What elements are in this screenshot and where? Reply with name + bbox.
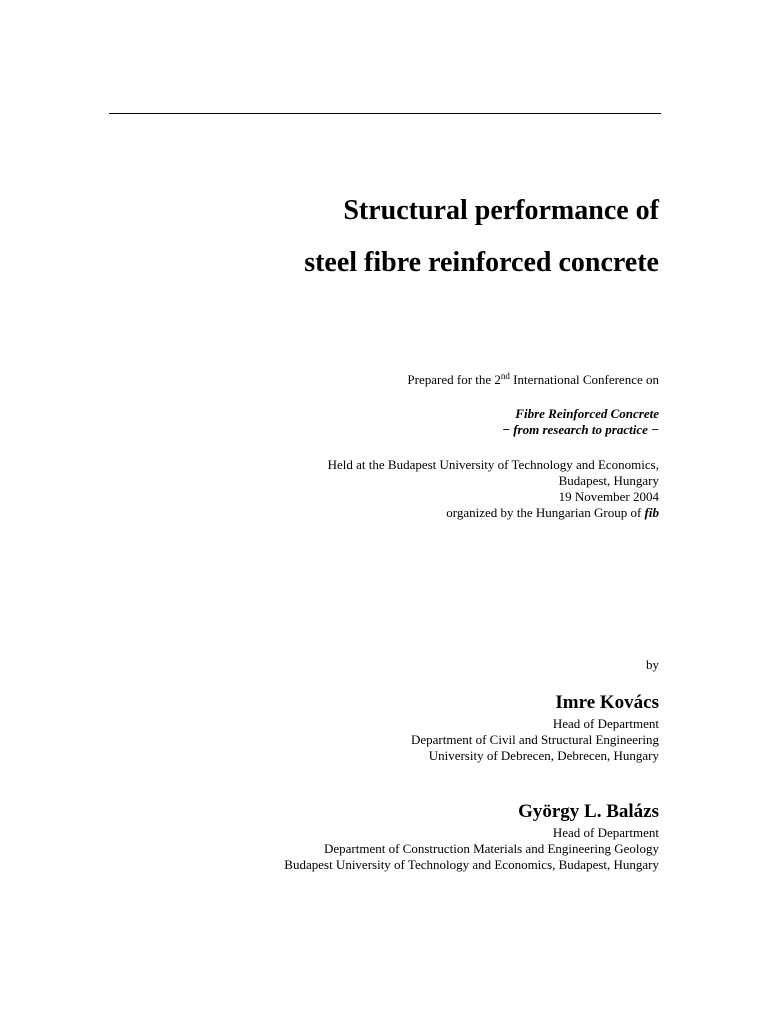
venue-block — [328, 457, 659, 521]
organizer-line — [328, 505, 659, 521]
author-department: Department of Civil and Structural Engineering — [410, 732, 659, 747]
author-role: Head of Department — [552, 716, 659, 731]
conference-name: Fibre Reinforced Concrete — [515, 406, 659, 421]
author-institution: Budapest University of Technology and Economics, Budapest, Hungary — [284, 857, 659, 872]
venue-date: 19 November 2004 — [558, 489, 659, 504]
organizer-name: fib — [644, 505, 659, 520]
author-name: György L. Balázs — [518, 801, 659, 822]
conference-block — [502, 406, 659, 438]
title-line-2: steel fibre reinforced concrete — [304, 247, 659, 278]
author-department: Department of Construction Materials and Engineering Geology — [323, 841, 659, 856]
by-label: by — [646, 657, 659, 672]
venue-line-2: Budapest, Hungary — [558, 473, 659, 488]
author-affiliation — [411, 716, 659, 764]
venue-line-1: Held at the Budapest University of Technology and Economics, — [327, 457, 659, 472]
title-line-1: Structural performance of — [343, 195, 659, 226]
author-affiliation — [284, 825, 659, 873]
prepared-for-line — [407, 372, 659, 388]
author-institution: University of Debrecen, Debrecen, Hungary — [428, 748, 659, 763]
prepared-suffix: International Conference on — [509, 372, 659, 387]
prepared-superscript: nd — [500, 371, 510, 381]
conference-subtitle: − from research to practice − — [502, 422, 659, 437]
organizer-prefix: organized by the Hungarian Group of — [446, 505, 645, 520]
author-name: Imre Kovács — [555, 692, 659, 713]
top-rule — [109, 113, 661, 114]
author-role: Head of Department — [552, 825, 659, 840]
prepared-prefix: Prepared for the 2 — [407, 372, 501, 387]
